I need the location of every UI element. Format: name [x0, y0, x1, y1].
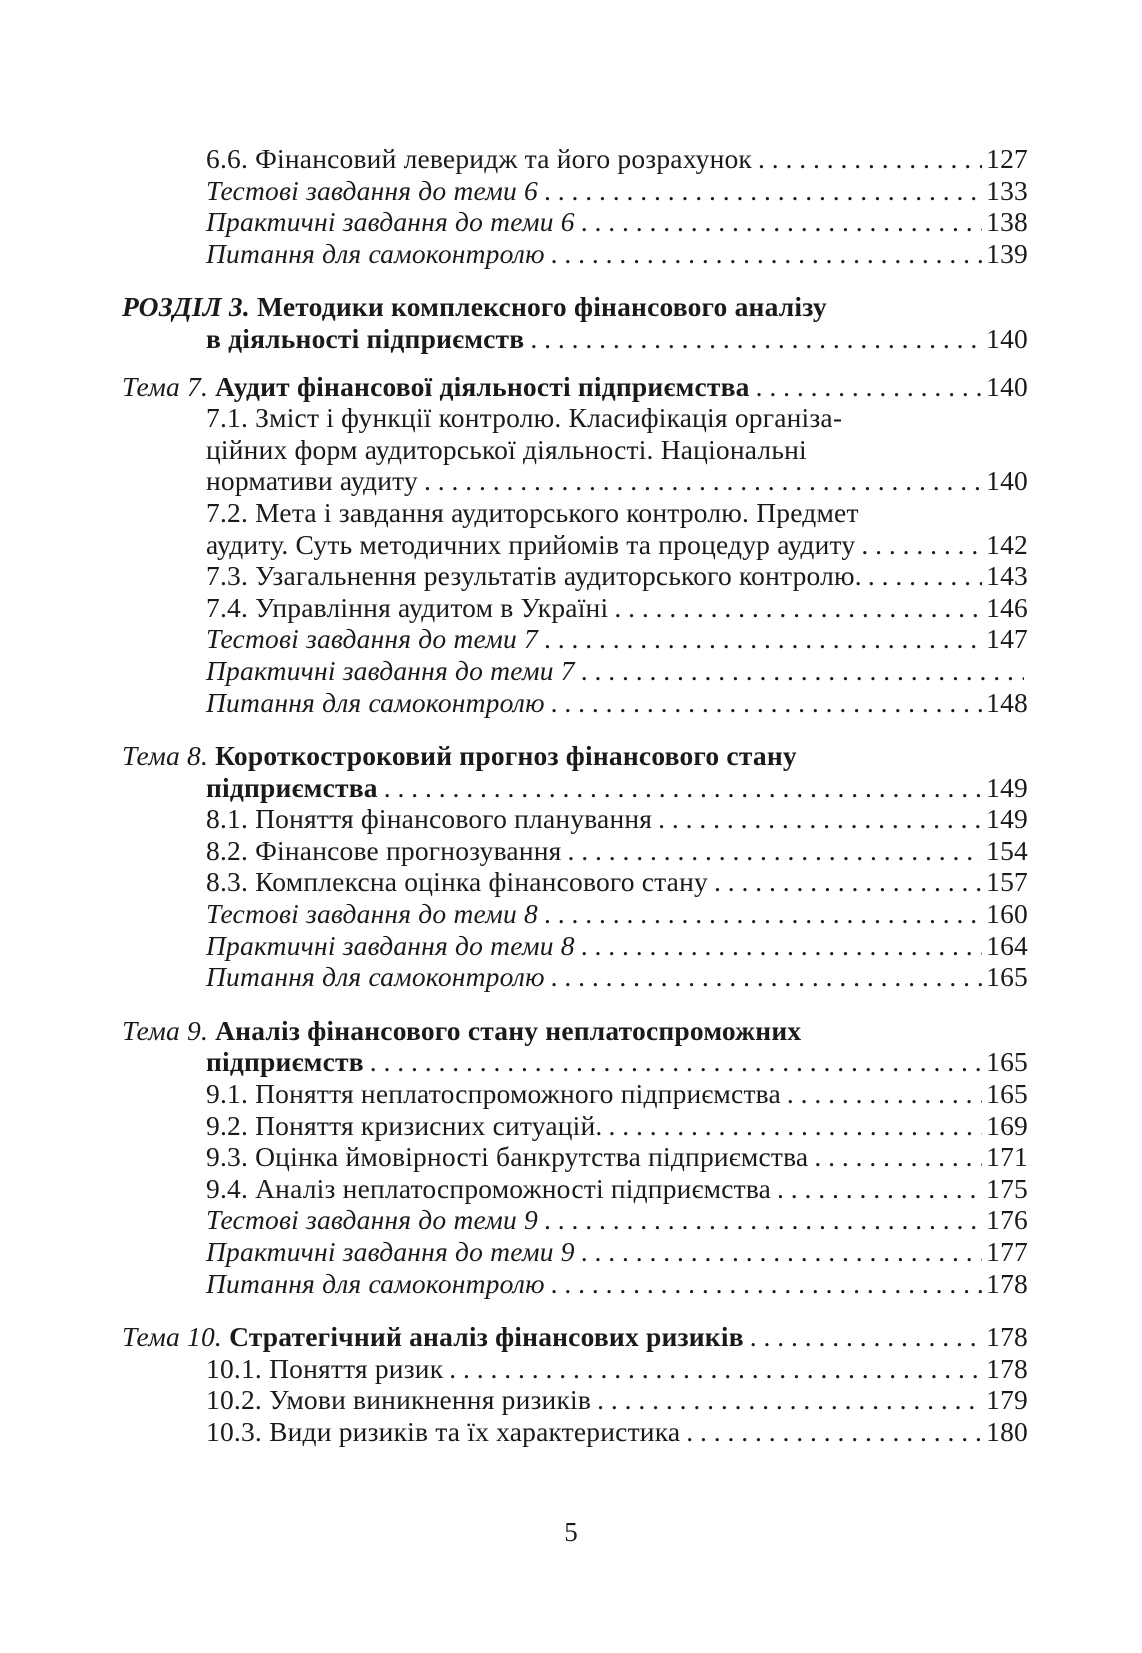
toc-entry	[122, 623, 1028, 655]
toc-page-number: 138	[986, 206, 1028, 238]
toc-section-entry	[122, 1015, 1028, 1078]
toc-entry-title: 6.6. Фінансовий леверидж та його розрахунок	[206, 143, 752, 174]
dot-leader	[714, 866, 982, 898]
toc-entry-title: Питання для самоконтролю	[206, 961, 545, 993]
toc-page-number: 171	[986, 1141, 1028, 1173]
dot-leader	[756, 371, 982, 403]
toc-page-number: 149	[986, 771, 1028, 803]
toc-page-number: 139	[986, 237, 1028, 269]
toc-prefix: Тема 9.	[122, 1014, 209, 1046]
toc-page-number: 140	[986, 465, 1028, 497]
toc-page-number: 127	[986, 143, 1028, 174]
toc-entry-title: Методики комплексного фінансового аналізу	[257, 291, 827, 323]
toc-entry-title: Практичні завдання до теми 9	[206, 1236, 575, 1267]
toc-entry-title: 10.3. Види ризиків та їх характеристика	[206, 1415, 681, 1447]
dot-leader	[384, 772, 982, 804]
toc-entry-title: Практичні завдання до теми 8	[206, 929, 575, 961]
toc-page-number: 178	[986, 1321, 1028, 1353]
toc-page-number: 140	[986, 322, 1028, 354]
toc-page-number: 177	[986, 1236, 1028, 1267]
dot-leader	[544, 623, 982, 655]
dot-leader	[868, 560, 982, 592]
toc-entry-title: в діяльності підприємств	[206, 322, 525, 354]
dot-leader	[609, 1110, 983, 1142]
dot-leader	[568, 835, 983, 867]
toc-entry	[122, 655, 1028, 687]
dot-leader	[581, 655, 1024, 687]
toc-page-number: 160	[986, 898, 1028, 930]
toc-page-number: 178	[986, 1352, 1028, 1384]
toc-entry-title: 10.2. Умови виникнення ризиків	[206, 1384, 592, 1416]
toc-entry	[122, 866, 1028, 898]
page-number: 5	[564, 1517, 578, 1547]
toc-entry-title: 7.2. Мета і завдання аудиторського контролю. Предмет	[206, 496, 859, 528]
toc-prefix: Тема 10.	[122, 1321, 222, 1353]
dot-leader	[551, 687, 982, 719]
toc-entry	[122, 497, 1028, 560]
toc-entry	[122, 1078, 1028, 1110]
toc-entry-title: Практичні завдання до теми 6	[206, 206, 575, 238]
toc-entry-title: 9.1. Поняття неплатоспроможного підприємства	[206, 1078, 781, 1110]
toc-entry-title: 10.1. Поняття ризик	[206, 1352, 444, 1384]
toc-entry-title: підприємств	[206, 1046, 364, 1078]
dot-leader	[581, 930, 982, 962]
toc-section-entry	[122, 291, 1028, 354]
dot-leader	[777, 1173, 982, 1205]
toc-entry-title: Практичні завдання до теми 7	[206, 654, 575, 686]
toc-entry-title: 9.2. Поняття кризисних ситуацій.	[206, 1109, 603, 1141]
toc-entry-title: Аудит фінансової діяльності підприємства	[215, 370, 750, 402]
toc-entry	[122, 803, 1028, 835]
toc-entry	[122, 898, 1028, 930]
toc-entry-title: Аналіз фінансового стану неплатоспроможних	[215, 1014, 802, 1046]
toc-entry-title: 7.1. Зміст і функції контролю. Класифікація організа-	[206, 402, 843, 434]
dot-leader	[787, 1078, 982, 1110]
toc-page-number: 176	[986, 1204, 1028, 1236]
dot-leader	[424, 465, 982, 497]
toc-entry-title: Тестові завдання до теми 6	[206, 174, 538, 206]
toc-page-number: 146	[986, 591, 1028, 623]
toc-page-number: 142	[986, 528, 1028, 560]
dot-leader	[370, 1046, 982, 1078]
toc-page-number: 154	[986, 834, 1028, 866]
toc-entry	[122, 238, 1028, 270]
toc-entry-title: Питання для самоконтролю	[206, 686, 545, 718]
toc-entry	[122, 1353, 1028, 1385]
toc-page-number: 165	[986, 961, 1028, 993]
dot-leader	[758, 143, 982, 175]
toc-entry-title: Питання для самоконтролю	[206, 1267, 545, 1299]
toc-entry-title: 7.4. Управління аудитом в Україні	[206, 591, 609, 623]
dot-leader	[581, 206, 982, 238]
toc-entry-title: Тестові завдання до теми 9	[206, 1204, 538, 1236]
toc-entry	[122, 930, 1028, 962]
toc-entry	[122, 560, 1028, 592]
toc-entry-title: 8.2. Фінансове прогнозування	[206, 834, 562, 866]
table-of-contents	[122, 143, 1028, 1448]
toc-entry-title: нормативи аудиту	[206, 465, 418, 497]
toc-entry-title: Тестові завдання до теми 8	[206, 898, 538, 930]
dot-leader	[597, 1384, 982, 1416]
dot-leader	[686, 1416, 982, 1448]
toc-entry-title: підприємства	[206, 771, 378, 803]
toc-entry-title: 8.3. Комплексна оцінка фінансового стану	[206, 866, 708, 898]
toc-entry	[122, 1173, 1028, 1205]
dot-leader	[530, 323, 982, 355]
dot-leader	[551, 961, 982, 993]
toc-section-entry	[122, 740, 1028, 803]
toc-entry-title: Короткостроковий прогноз фінансового стану	[215, 740, 797, 772]
toc-entry	[122, 1204, 1028, 1236]
toc-entry	[122, 592, 1028, 624]
toc-page-number: 180	[986, 1415, 1028, 1447]
toc-page-number: 164	[986, 929, 1028, 961]
dot-leader	[658, 803, 982, 835]
toc-entry	[122, 175, 1028, 207]
toc-page-number: 140	[986, 370, 1028, 402]
toc-page-number: 165	[986, 1046, 1028, 1078]
toc-page-number: 175	[986, 1172, 1028, 1204]
dot-leader	[750, 1321, 982, 1353]
dot-leader	[861, 529, 982, 561]
dot-leader	[544, 898, 982, 930]
toc-entry	[122, 1236, 1028, 1268]
toc-prefix: РОЗДІЛ 3.	[122, 291, 250, 323]
toc-entry	[122, 961, 1028, 993]
dot-leader	[551, 1268, 982, 1300]
toc-page-number: 165	[986, 1078, 1028, 1110]
toc-page-number: 143	[986, 560, 1028, 592]
toc-page-number: 133	[986, 174, 1028, 206]
toc-entry	[122, 143, 1028, 175]
toc-section-entry	[122, 371, 1028, 403]
toc-entry	[122, 1416, 1028, 1448]
toc-page-number: 157	[986, 866, 1028, 898]
toc-page-number: 179	[986, 1384, 1028, 1416]
toc-page-number: 169	[986, 1109, 1028, 1141]
toc-entry-title: аудиту. Суть методичних прийомів та процедур аудиту	[206, 528, 856, 560]
toc-entry	[122, 1268, 1028, 1300]
toc-entry	[122, 206, 1028, 238]
toc-entry-title: Тестові завдання до теми 7	[206, 623, 538, 655]
dot-leader	[551, 238, 982, 270]
dot-leader	[544, 175, 982, 207]
toc-entry-title: Стратегічний аналіз фінансових ризиків	[229, 1321, 744, 1353]
toc-prefix: Тема 7.	[122, 370, 209, 402]
toc-page-number: 148	[986, 686, 1028, 718]
toc-entry	[122, 1141, 1028, 1173]
toc-page-number: 149	[986, 803, 1028, 835]
toc-entry-title: 9.4. Аналіз неплатоспроможності підприємства	[206, 1172, 772, 1204]
dot-leader	[814, 1141, 982, 1173]
toc-section-entry	[122, 1321, 1028, 1353]
dot-leader	[449, 1353, 982, 1385]
toc-entry	[122, 687, 1028, 719]
dot-leader	[581, 1236, 982, 1268]
dot-leader	[544, 1204, 982, 1236]
toc-entry-title: ційних форм аудиторської діяльності. Національні	[206, 433, 807, 465]
toc-entry-title: 7.3. Узагальнення результатів аудиторського контролю.	[206, 560, 862, 592]
toc-entry-title: 8.1. Поняття фінансового планування	[206, 803, 653, 835]
toc-page-number: 147	[986, 623, 1028, 655]
toc-entry	[122, 1110, 1028, 1142]
toc-page-number: 178	[986, 1267, 1028, 1299]
toc-prefix: Тема 8.	[122, 740, 209, 772]
toc-entry-title: Питання для самоконтролю	[206, 237, 545, 269]
toc-entry	[122, 1384, 1028, 1416]
toc-entry-title: 9.3. Оцінка ймовірності банкрутства підприємства	[206, 1141, 809, 1173]
toc-entry	[122, 402, 1028, 497]
toc-entry	[122, 835, 1028, 867]
dot-leader	[614, 592, 982, 624]
